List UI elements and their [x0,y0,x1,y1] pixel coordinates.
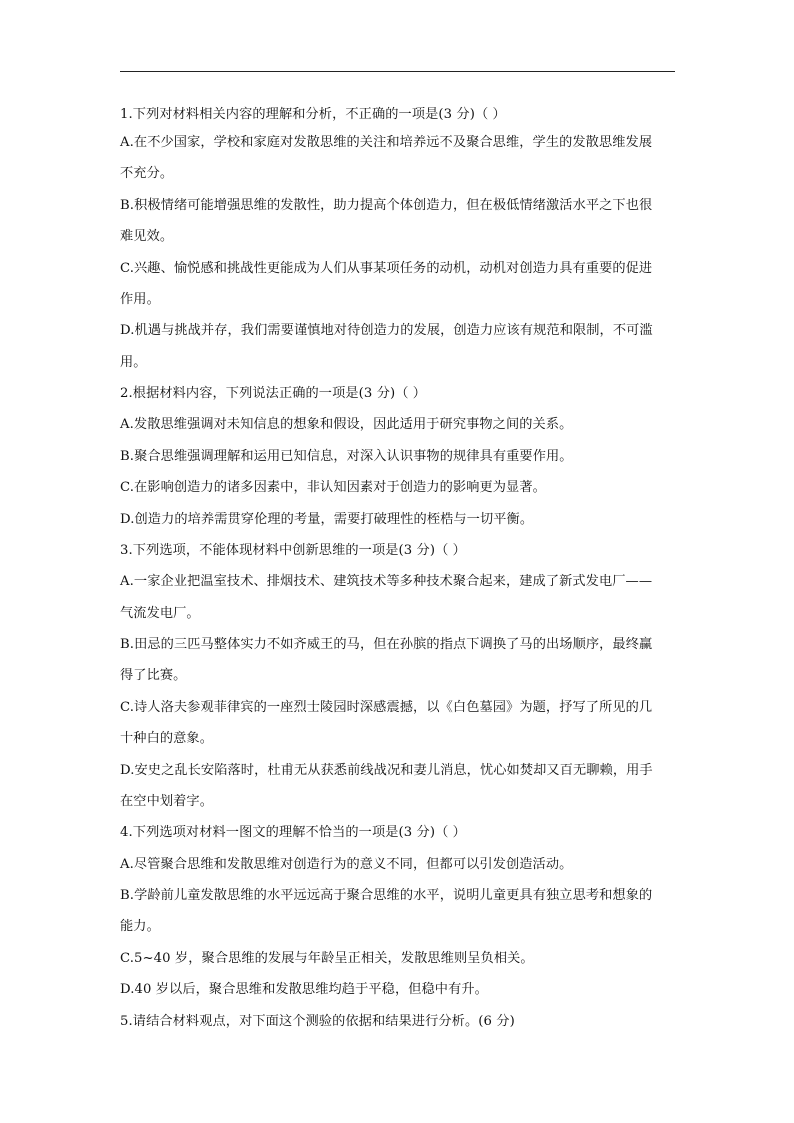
question-1-option-b: B.积极情绪可能增强思维的发散性，助力提高个体创造力，但在极低情绪激活水平之下也很 [120,198,653,213]
question-1-option-a-cont: 不充分。 [120,166,174,181]
question-3-option-b-cont: 得了比赛。 [120,668,187,683]
question-1-option-c: C.兴趣、愉悦感和挑战性更能成为人们从事某项任务的动机，动机对创造力具有重要的促进 [120,261,653,276]
question-2-option-c: C.在影响创造力的诸多因素中，非认知因素对于创造力的影响更为显著。 [120,480,546,495]
question-4-option-c: C.5~40 岁，聚合思维的发展与年龄呈正相关，发散思维则呈负相关。 [120,951,534,966]
question-4-option-a: A.尽管聚合思维和发散思维对创造行为的意义不同，但都可以引发创造活动。 [120,857,573,872]
question-5-stem: 5.请结合材料观点，对下面这个测验的依据和结果进行分析。(6 分) [120,1014,515,1029]
question-2-option-b: B.聚合思维强调理解和运用已知信息，对深入认识事物的规律具有重要作用。 [120,449,573,464]
question-3-option-a-cont: 气流发电厂。 [120,606,200,621]
question-3-option-a: A.一家企业把温室技术、排烟技术、建筑技术等多种技术聚合起来，建成了新式发电厂—— [120,574,653,589]
header-rule [120,71,675,72]
question-2-option-a: A.发散思维强调对未知信息的想象和假设，因此适用于研究事物之间的关系。 [120,417,573,432]
question-2-option-d: D.创造力的培养需贯穿伦理的考量，需要打破理性的桎梏与一切平衡。 [120,512,534,527]
question-3-option-c-cont: 十种白的意象。 [120,731,214,746]
question-3-option-d: D.安史之乱长安陷落时，杜甫无从获悉前线战况和妻儿消息，忧心如焚却又百无聊赖，用手 [120,763,653,778]
question-1-option-b-cont: 难见效。 [120,229,174,244]
question-2-stem: 2.根据材料内容，下列说法正确的一项是(3 分)（ ） [120,386,427,401]
question-3-option-d-cont: 在空中划着字。 [120,794,214,809]
question-3-option-c: C.诗人洛夫参观菲律宾的一座烈士陵园时深感震撼，以《白色墓园》为题，抒写了所见的几 [120,700,653,715]
question-4-stem: 4.下列选项对材料一图文的理解不恰当的一项是(3 分)（ ） [120,825,466,840]
question-3-stem: 3.下列选项，不能体现材料中创新思维的一项是(3 分)（ ） [120,543,466,558]
question-4-option-b: B.学龄前儿童发散思维的水平远远高于聚合思维的水平，说明儿童更具有独立思考和想象的 [120,888,653,903]
question-1-stem: 1.下列对材料相关内容的理解和分析，不正确的一项是(3 分)（ ） [120,107,506,122]
question-1-option-c-cont: 作用。 [120,292,160,307]
question-1-option-d-cont: 用。 [120,355,147,370]
question-4-option-d: D.40 岁以后，聚合思维和发散思维均趋于平稳，但稳中有升。 [120,982,488,997]
question-1-option-d: D.机遇与挑战并存，我们需要谨慎地对待创造力的发展，创造力应该有规范和限制，不可滥 [120,323,653,338]
question-4-option-b-cont: 能力。 [120,919,160,934]
question-3-option-b: B.田忌的三匹马整体实力不如齐威王的马，但在孙膑的指点下调换了马的出场顺序，最终赢 [120,637,653,652]
question-1-option-a: A.在不少国家，学校和家庭对发散思维的关注和培养远不及聚合思维，学生的发散思维发展 [120,135,653,150]
